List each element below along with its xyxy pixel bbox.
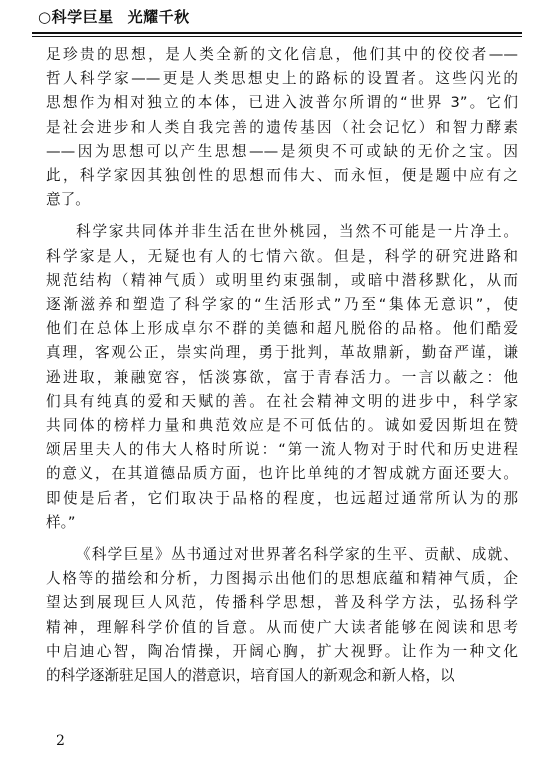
text-line: 逊进取，兼融宽容，恬淡寡欲，富于青春活力。一言以蔽之：他 (46, 368, 518, 386)
paragraph (46, 543, 518, 688)
text-line: 望达到展现巨人风范，传播科学思想，普及科学方法，弘扬科学 (46, 594, 518, 612)
text-line: ——因为思想可以产生思想——是须臾不可或缺的无价之宝。因 (46, 142, 518, 160)
paragraph-gap (46, 535, 518, 543)
text-line: 哲人科学家——更是人类思想史上的路标的设置者。这些闪光的 (46, 70, 518, 88)
text-line: 意了。 (46, 191, 90, 209)
body-text (46, 43, 518, 688)
text-line: 逐渐滋养和塑造了科学家的“生活形式”乃至“集体无意识”，使 (46, 296, 518, 314)
text-line: 的意义，在其道德品质方面，也许比单纯的才智成就方面还要大。 (46, 465, 518, 483)
text-line: 他们在总体上形成卓尔不群的美德和超凡脱俗的品格。他们酷爱 (46, 320, 518, 338)
page-number: 2 (56, 733, 65, 749)
text-line: 中启迪心智，陶冶情操，开阔心胸，扩大视野。让作为一种文化 (46, 642, 518, 660)
text-line: 样。” (46, 513, 76, 531)
text-line: 人格等的描绘和分析，力图揭示出他们的思想底蕴和精神气质，企 (46, 570, 518, 588)
text-line: 规范结构（精神气质）或明里约束强制，或暗中潜移默化，从而 (46, 271, 518, 289)
text-line: 《科学巨星》丛书通过对世界著名科学家的生平、贡献、成就、 (76, 546, 518, 564)
paragraph (46, 43, 518, 212)
text-line: 是社会进步和人类自我完善的遗传基因（社会记忆）和智力酵素 (46, 118, 518, 136)
text-line: 思想作为相对独立的本体，已进入波普尔所谓的“世界 3”。它们 (46, 94, 518, 112)
text-line: 即使是后者，它们取决于品格的程度，也远超过通常所认为的那 (46, 489, 518, 507)
text-line: 科学家共同体并非生活在世外桃园，当然不可能是一片净土。 (76, 223, 518, 241)
paragraph (46, 220, 518, 535)
text-line: 们具有纯真的爱和天赋的善。在社会精神文明的进步中，科学家 (46, 392, 518, 410)
text-line: 真理，客观公正，崇实尚理，勇于批判，革故鼎新，勤奋严谨，谦 (46, 344, 518, 362)
text-line: 此，科学家因其独创性的思想而伟大、而永恒，便是题中应有之 (46, 167, 518, 185)
series-title: ○科学巨星 (38, 8, 114, 26)
paragraph-gap (46, 212, 518, 220)
series-tagline: 光耀千秋 (127, 8, 190, 26)
text-line: 科学家是人，无疑也有人的七情六欲。但是，科学的研究进路和 (46, 247, 518, 265)
text-line: 颂居里夫人的伟大人格时所说：“第一流人物对于时代和历史进程 (46, 441, 518, 459)
running-header (38, 6, 190, 27)
text-line: 共同体的榜样力量和典范效应是不可低估的。诚如爱因斯坦在赞 (46, 417, 518, 435)
text-line: 的科学逐渐驻足国人的潜意识，培育国人的新观念和新人格，以 (46, 667, 455, 685)
text-line: 精神，理解科学价值的旨意。从而使广大读者能够在阅读和思考 (46, 618, 518, 636)
header-rule (32, 32, 522, 37)
text-line: 足珍贵的思想，是人类全新的文化信息，他们其中的佼佼者—— (46, 46, 518, 63)
